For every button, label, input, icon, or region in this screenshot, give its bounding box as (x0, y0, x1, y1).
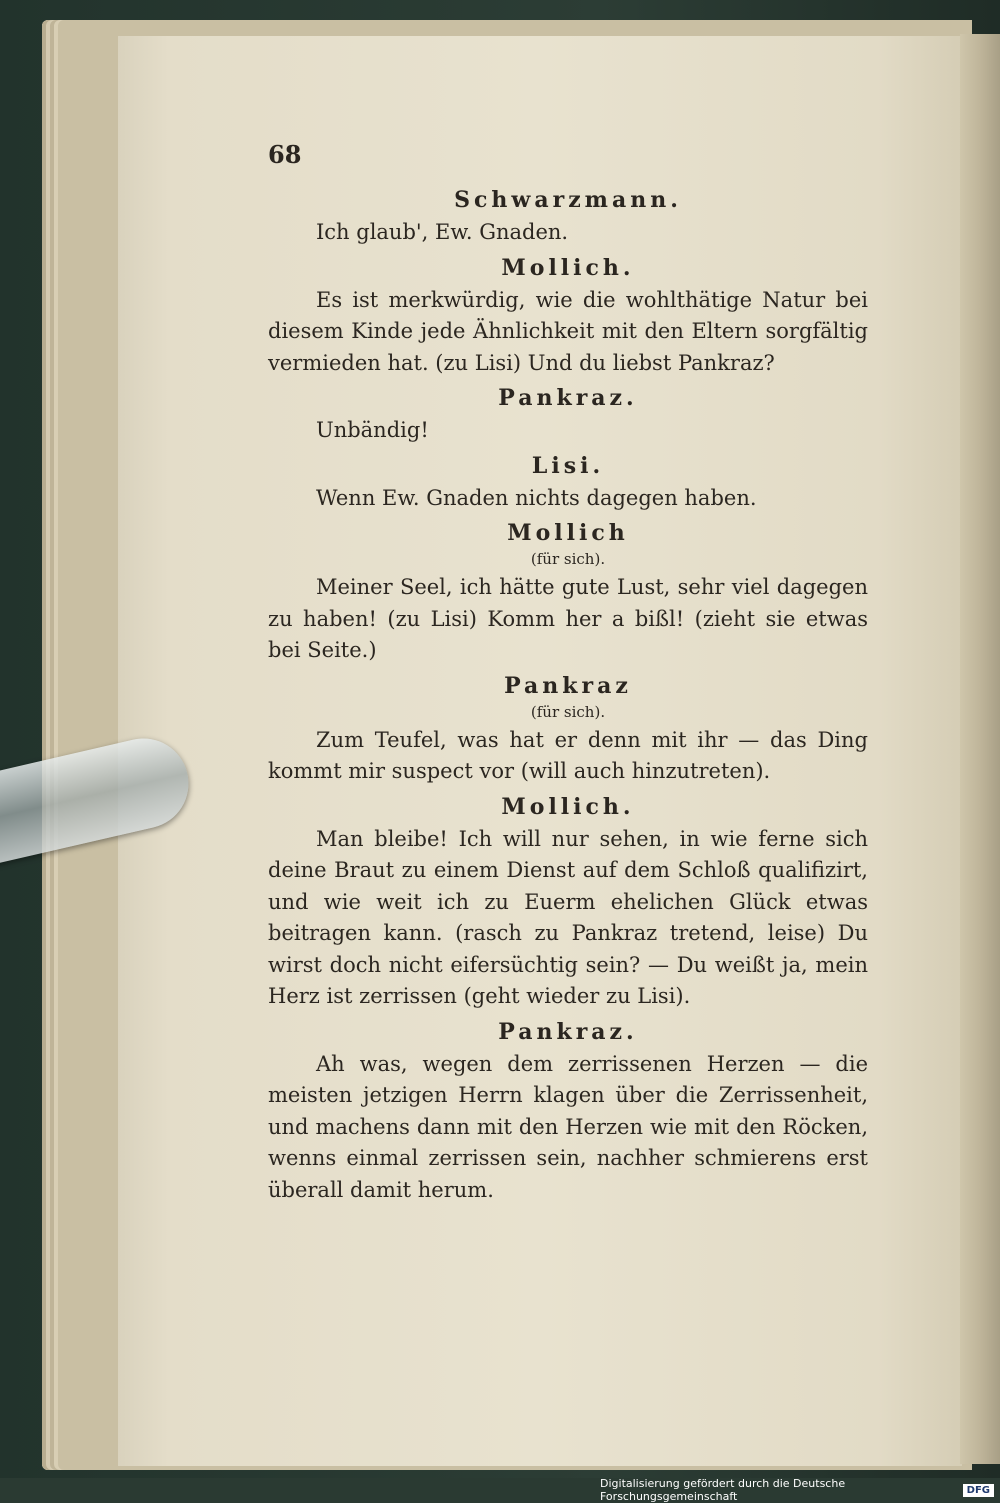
speaker-name: Pankraz. (498, 1018, 638, 1045)
dialogue-line: Ah was, wegen dem zerrissenen Herzen — die meisten jetzigen Herrn klagen über die Zerrissenheit, und machens dann mit den Herzen wie mit den Röcken, wenns einmal zerrissen sein, nachher schmierens erst überall damit herum. (268, 1051, 868, 1202)
speaker-name: Pankraz (504, 672, 632, 699)
dialogue-line: Es ist merkwürdig, wie die wohlthätige Natur bei diesem Kinde jede Ähnlichkeit mit den Eltern sorgfältig vermieden hat. (zu Lisi) Und du liebst Pankraz? (268, 287, 868, 375)
stage-direction: (für sich). (530, 702, 606, 721)
speaker-name: Lisi. (531, 452, 605, 479)
speaker-name: Pankraz. (498, 385, 638, 411)
speaker-name: Mollich (507, 520, 629, 546)
dialogue-line: Wenn Ew. Gnaden nichts dagegen haben. (316, 485, 757, 510)
page-text (268, 140, 868, 1206)
dialogue-line: Meiner Seel, ich hätte gute Lust, sehr viel dagegen zu haben! (zu Lisi) Komm her a bißl! (zieht sie etwas bei Seite.) (268, 575, 868, 662)
page-number: 68 (268, 140, 302, 169)
page-stack-right (960, 34, 1000, 1464)
dialogue-line: Zum Teufel, was hat er denn mit ihr — das Ding kommt mir suspect vor (will auch hinzutreten). (268, 727, 868, 783)
speaker-name: Mollich. (501, 793, 635, 820)
dialogue-line: Man bleibe! Ich will nur sehen, in wie ferne sich deine Braut zu einem Dienst auf dem Schloß qualifizirt, und wie weit ich zu Euerm ehelichen Glück etwas beitragen kann. (rasch zu Pankraz tretend, leise) Du wirst doch nicht eifersüchtig sein? — Du weißt ja, mein Herz ist zerrissen (geht wieder zu Lisi). (268, 826, 868, 1008)
dfg-logo: DFG (963, 1484, 994, 1497)
stage-direction: (für sich). (530, 550, 606, 568)
dialogue-line: Ich glaub', Ew. Gnaden. (316, 220, 569, 244)
dialogue-line: Unbändig! (316, 418, 429, 442)
footer (600, 1477, 1000, 1503)
speaker-name: Schwarzmann. (454, 187, 682, 213)
footer-text: Digitalisierung gefördert durch die Deutsche Forschungsgemeinschaft (600, 1477, 846, 1503)
speaker-name: Mollich. (501, 254, 635, 281)
